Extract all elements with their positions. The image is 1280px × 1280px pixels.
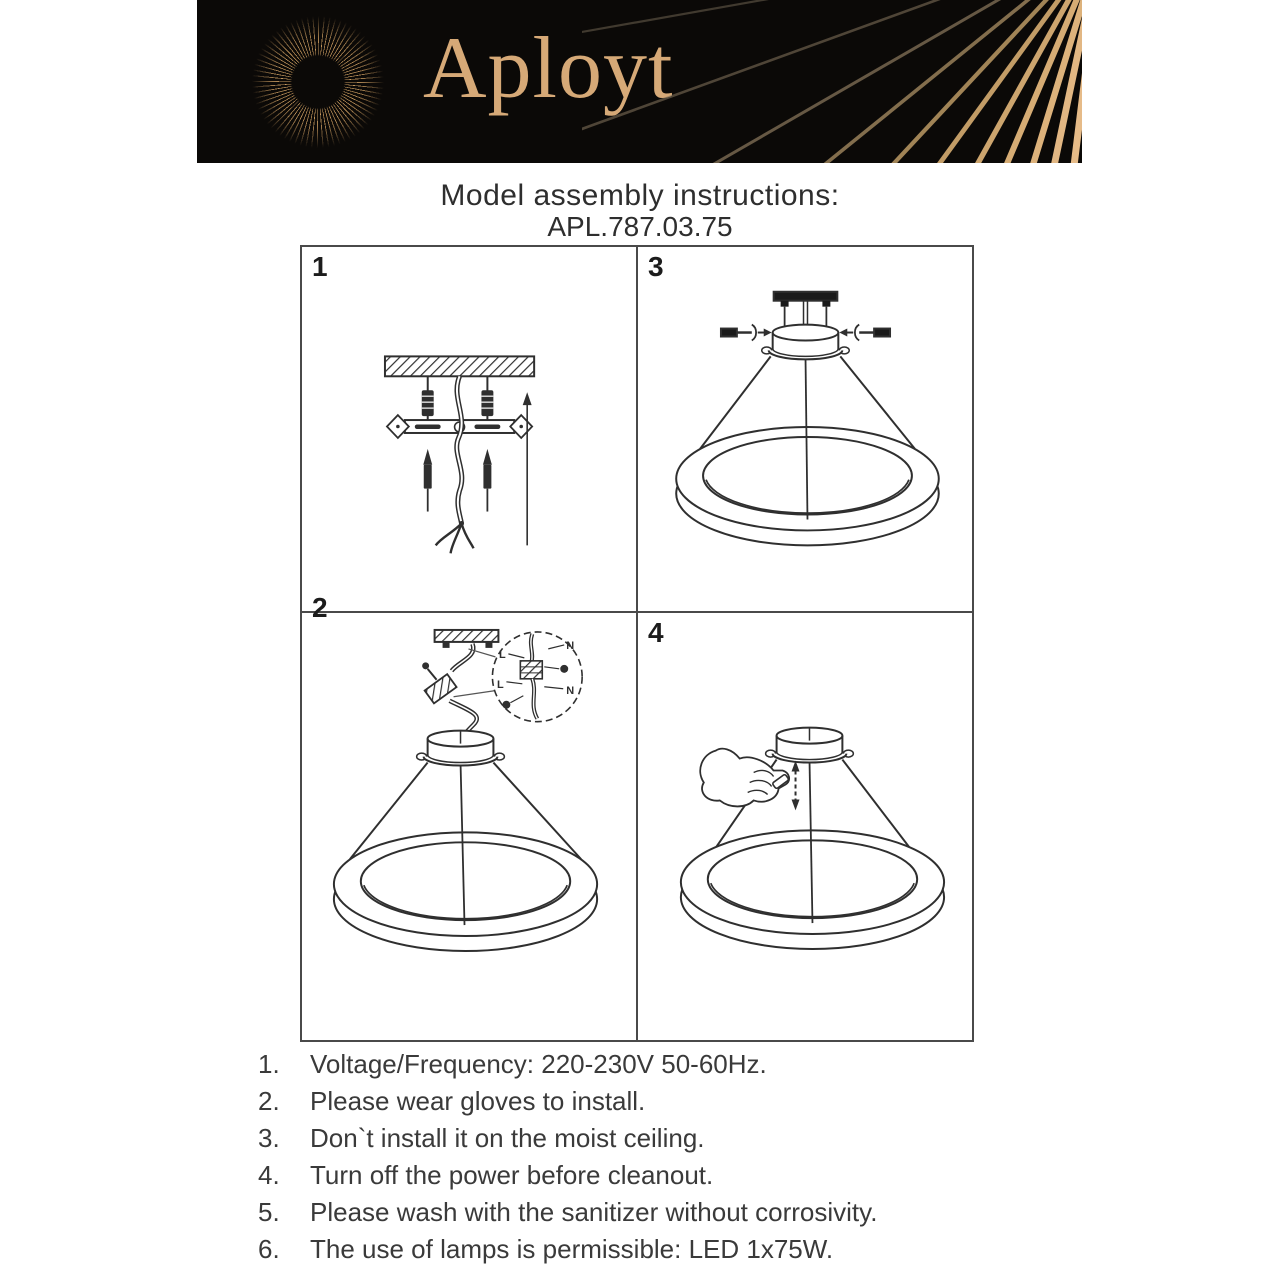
list-item [258, 1083, 1018, 1120]
list-item-number: 4. [258, 1160, 280, 1190]
instruction-list [258, 1046, 1018, 1268]
brand-name: Aployt [423, 20, 674, 117]
list-item-text: Don`t install it on the moist ceiling. [310, 1123, 705, 1153]
list-item [258, 1194, 1018, 1231]
list-item [258, 1046, 1018, 1083]
step-number: 2 [312, 592, 328, 623]
list-item-text: Please wash with the sanitizer without corrosivity. [310, 1197, 878, 1227]
list-item [258, 1157, 1018, 1194]
list-item-text: Turn off the power before cleanout. [310, 1160, 714, 1190]
ground-screw-icon [560, 665, 568, 673]
wire-label-n: N [566, 639, 575, 652]
model-number: APL.787.03.75 [547, 211, 733, 242]
canopy-fixing-diagram [638, 247, 972, 611]
wire-label-n: N [566, 684, 575, 697]
ground-screw-icon [502, 701, 510, 709]
adjust-arrow-icon [792, 761, 800, 811]
side-screw-right [839, 325, 890, 341]
list-item-number: 2. [258, 1086, 280, 1116]
list-item-text: Voltage/Frequency: 220-230V 50-60Hz. [310, 1049, 767, 1079]
list-item-number: 6. [258, 1234, 280, 1264]
wire-label-l: L [497, 678, 504, 691]
wire-label-l: L [499, 648, 506, 661]
step-panel-4 [638, 613, 972, 1041]
rays-decoration-icon [582, 0, 1082, 163]
list-item-number: 1. [258, 1049, 280, 1079]
page-title: Model assembly instructions: [440, 179, 840, 212]
height-adjustment-diagram [638, 613, 972, 1041]
terminal-block [425, 674, 457, 703]
step-number: 3 [648, 251, 664, 282]
brand-banner [197, 0, 1082, 163]
list-item [258, 1120, 1018, 1157]
list-item [258, 1231, 1018, 1268]
sunburst-logo-icon [243, 7, 393, 157]
step-panel-2 [302, 592, 638, 1041]
step-panel-3 [638, 247, 972, 613]
step-number: 4 [648, 617, 664, 648]
side-screw-left [721, 325, 772, 341]
wiring-connection-diagram [302, 613, 636, 1041]
step-panel-1 [302, 247, 638, 613]
step-number: 1 [312, 251, 328, 282]
assembly-steps-grid [300, 245, 974, 1042]
list-item-text: The use of lamps is permissible: LED 1x75W. [310, 1234, 834, 1264]
list-item-text: Please wear gloves to install. [310, 1086, 646, 1116]
ceiling-bracket-diagram [302, 247, 636, 611]
list-item-number: 3. [258, 1123, 280, 1153]
list-item-number: 5. [258, 1197, 280, 1227]
